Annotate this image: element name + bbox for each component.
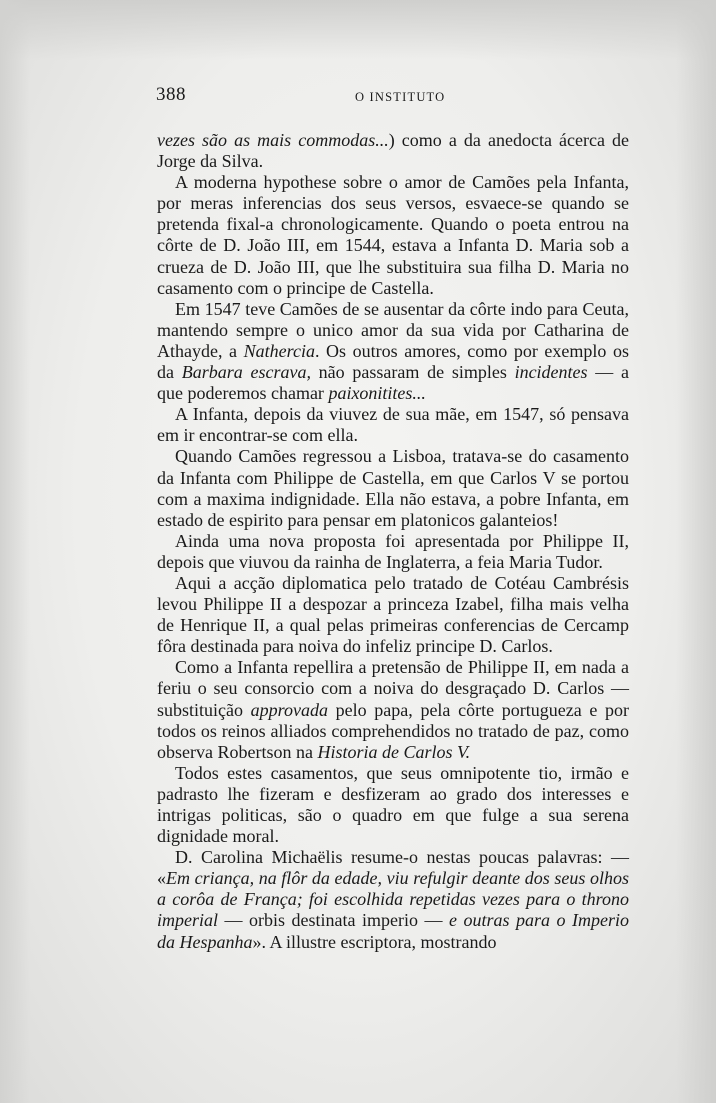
- text-run: Em 1547 teve Camões de se ausentar da côrte indo para Ceuta, mantendo sempre o unico amor da sua vida por Catharina de Athayde, a: [157, 298, 629, 361]
- text-run: Como a Infanta repellira a pretensão de Philippe II, em nada a feriu o seu consorcio com a noiva do desgraçado D. Carlos — substituição: [157, 657, 629, 720]
- paragraph: [157, 299, 629, 404]
- page-edge-shadow-top: [0, 0, 716, 60]
- paragraph: [157, 657, 629, 762]
- paragraph: [157, 446, 629, 530]
- paragraph: [157, 130, 629, 172]
- italic-text-run: Barbara escrava,: [181, 362, 311, 383]
- page-edge-shadow-right: [676, 0, 716, 1103]
- italic-text-run: Nathercia: [243, 340, 315, 361]
- text-run: ) como a da anedocta ácerca de Jorge da Silva.: [157, 130, 629, 172]
- paragraph: [157, 531, 629, 573]
- italic-text-run: Historia de Carlos V.: [317, 741, 471, 762]
- italic-text-run: incidentes: [514, 362, 588, 383]
- page-number: 388: [156, 84, 186, 105]
- text-run: D. Carolina Michaëlis resume-o nestas poucas palavras: — «: [157, 847, 629, 889]
- paragraph: [157, 763, 629, 847]
- text-run: — a que poderemos chamar: [157, 362, 629, 404]
- text-run: não passaram de simples: [310, 362, 515, 383]
- italic-text-run: e outras para o Imperio da Hespanha: [157, 910, 629, 952]
- text-run: ». A illustre escriptora, mostrando: [252, 931, 497, 952]
- italic-text-run: approvada: [250, 699, 328, 720]
- page-edge-shadow-left: [0, 0, 30, 1103]
- text-run: . Os outros amores, como por exemplo os da: [157, 340, 630, 383]
- paragraph: [157, 172, 629, 299]
- text-run: Todos estes casamentos, que seus omnipotente tio, irmão e padrasto lhe fizeram e desfizeram ao grado dos interesses e intrigas politicas, são o quadro em que fulge a sua serena dignidade moral.: [157, 762, 629, 847]
- text-run: — orbis destinata imperio —: [218, 910, 449, 931]
- italic-text-run: Em criança, na flôr da edade, viu refulgir deante dos seus olhos a corôa de França; foi escolhida repetidas vezes para o throno imperial: [157, 868, 629, 931]
- text-run: pelo papa, pela côrte portugueza e por todos os reinos alliados comprehendidos no tratado de paz, como observa Robertson na: [157, 699, 629, 762]
- page-header: [156, 84, 631, 110]
- paragraph: [157, 847, 629, 952]
- text-run: Quando Camões regressou a Lisboa, tratava-se do casamento da Infanta com Philippe de Castella, em que Carlos V se portou com a maxima indignidade. Ella não estava, a pobre Infanta, em estado de espirito para pensar em platonicos galanteios!: [157, 446, 629, 530]
- text-run: A Infanta, depois da viuvez de sua mãe, em 1547, só pensava em ir encontrar-se com ella.: [157, 404, 629, 446]
- body-text: [157, 130, 629, 953]
- italic-text-run: vezes são as mais commodas...: [157, 130, 389, 150]
- running-title: O INSTITUTO: [355, 90, 446, 104]
- paragraph: [157, 573, 629, 657]
- text-run: Aqui a acção diplomatica pelo tratado de Cotéau Cambrésis levou Philippe II a despozar a princeza Izabel, filha mais velha de Henrique II, a qual pelas primeiras conferencias de Cercamp fôra destinada para noiva do infeliz principe D. Carlos.: [157, 572, 629, 657]
- paragraph: [157, 404, 629, 446]
- text-run: A moderna hypothese sobre o amor de Camões pela Infanta, por meras inferencias dos seus versos, esvaece-se quando se pretenda fixal-a chronologicamente. Quando o poeta entrou na côrte de D. João III, em 1544, estava a Infanta D. Maria sob a crueza de D. João III, que lhe substituira sua filha D. Maria no casamento com o principe de Castella.: [157, 172, 629, 298]
- text-run: Ainda uma nova proposta foi apresentada por Philippe II, depois que viuvou da rainha de Inglaterra, a feia Maria Tudor.: [157, 530, 629, 572]
- italic-text-run: paixonitites...: [328, 383, 426, 404]
